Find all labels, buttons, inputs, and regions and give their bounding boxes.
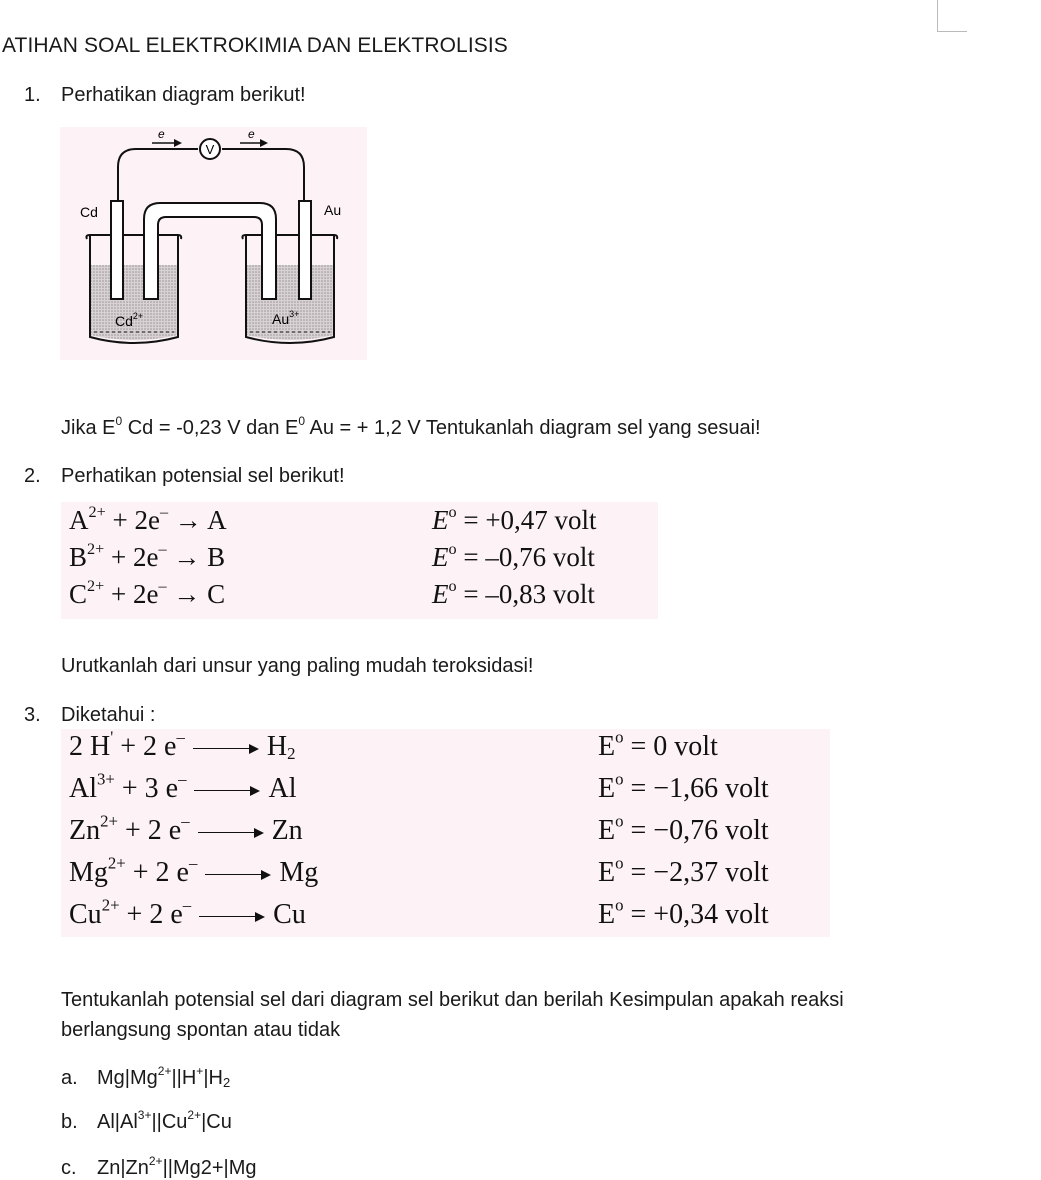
q3-reaction-row: $Al^{3+} + 3$ e– Al $E^o = -1,66$ volt <box>69 769 769 804</box>
left-solution <box>90 265 178 340</box>
q3-item-c-cell: $Zn|Zn^{2+}||Mg2+|Mg$ <box>97 1154 257 1179</box>
electron-label-right: e <box>248 127 255 141</box>
electron-label-left: e <box>158 127 165 141</box>
au-electrode <box>299 201 311 299</box>
voltmeter-label: V <box>205 142 215 157</box>
q3-item-a-label: a. <box>61 1067 78 1089</box>
q2-prompt: Perhatikan potensial sel berikut! <box>61 465 345 487</box>
page-corner-mark <box>937 0 967 32</box>
q3-prompt: Diketahui : <box>61 704 156 726</box>
q2-reaction-table <box>61 502 658 619</box>
electrochemical-cell-diagram <box>60 127 367 360</box>
q3-item-b-label: b. <box>61 1111 78 1133</box>
q3-item-b-cell: $Al|Al^{3+}||Cu^{2+}|Cu$ <box>97 1108 232 1133</box>
cd-electrode-label: Cd <box>80 204 98 220</box>
q3-reaction-row: $Zn^{2+} + 2$ e– Zn $E^o = -0,76$ volt <box>69 811 769 846</box>
q3-reaction-row: 2 H' + 2 e– $H_2$ $E^o = 0$ volt <box>69 727 718 764</box>
au-ion-label: $Au^{3+}$ <box>272 309 300 327</box>
q3-item-a-cell: $Mg|Mg^{2+}||H^+|H2$ <box>97 1064 231 1090</box>
q2-reaction-row: $C^{2+} + 2e^- \to C$ $E^o = -0,83$ volt <box>69 576 595 609</box>
q1-prompt: Perhatikan diagram berikut! <box>61 84 306 106</box>
q1-question: Jika $E^0$ Cd = -0,23 V dan $E^0$ Au = + 1,2 V Tentukanlah diagram sel yang sesuai! <box>61 414 761 439</box>
q3-number: 3. <box>24 704 41 726</box>
q3-reaction-table <box>61 729 830 937</box>
right-solution <box>246 265 334 340</box>
q3-item-c-label: c. <box>61 1157 77 1179</box>
q2-question: Urutkanlah dari unsur yang paling mudah teroksidasi! <box>61 655 534 677</box>
wire-right <box>222 149 304 202</box>
q3-instruction-line1: Tentukanlah potensial sel dari diagram sel berikut dan berilah Kesimpulan apakah reaksi <box>61 989 844 1011</box>
q3-instruction-line2: berlangsung spontan atau tidak <box>61 1019 341 1041</box>
q2-number: 2. <box>24 465 41 487</box>
wire-left <box>118 149 198 202</box>
q3-reaction-row: $Mg^{2+} + 2$ e– Mg $E^o = -2,37$ volt <box>69 853 769 888</box>
q1-number: 1. <box>24 84 41 106</box>
q3-instruction <box>61 985 1021 1045</box>
page-title: ATIHAN SOAL ELEKTROKIMIA DAN ELEKTROLISIS <box>2 34 508 57</box>
cd-ion-label: $Cd^{2+}$ <box>115 311 144 329</box>
au-electrode-label: Au <box>324 202 342 218</box>
q2-reaction-row: $A^{2+} + 2e^- \to A$ $E^o = +0,47$ volt <box>69 502 597 535</box>
q2-reaction-row: $B^{2+} + 2e^- \to B$ $E^o = -0,76$ volt <box>69 539 595 572</box>
q3-reaction-row: $Cu^{2+} + 2$ e– Cu $E^o = +0,34$ volt <box>69 895 769 930</box>
cd-electrode <box>111 201 123 299</box>
cell-diagram-svg <box>60 127 367 360</box>
